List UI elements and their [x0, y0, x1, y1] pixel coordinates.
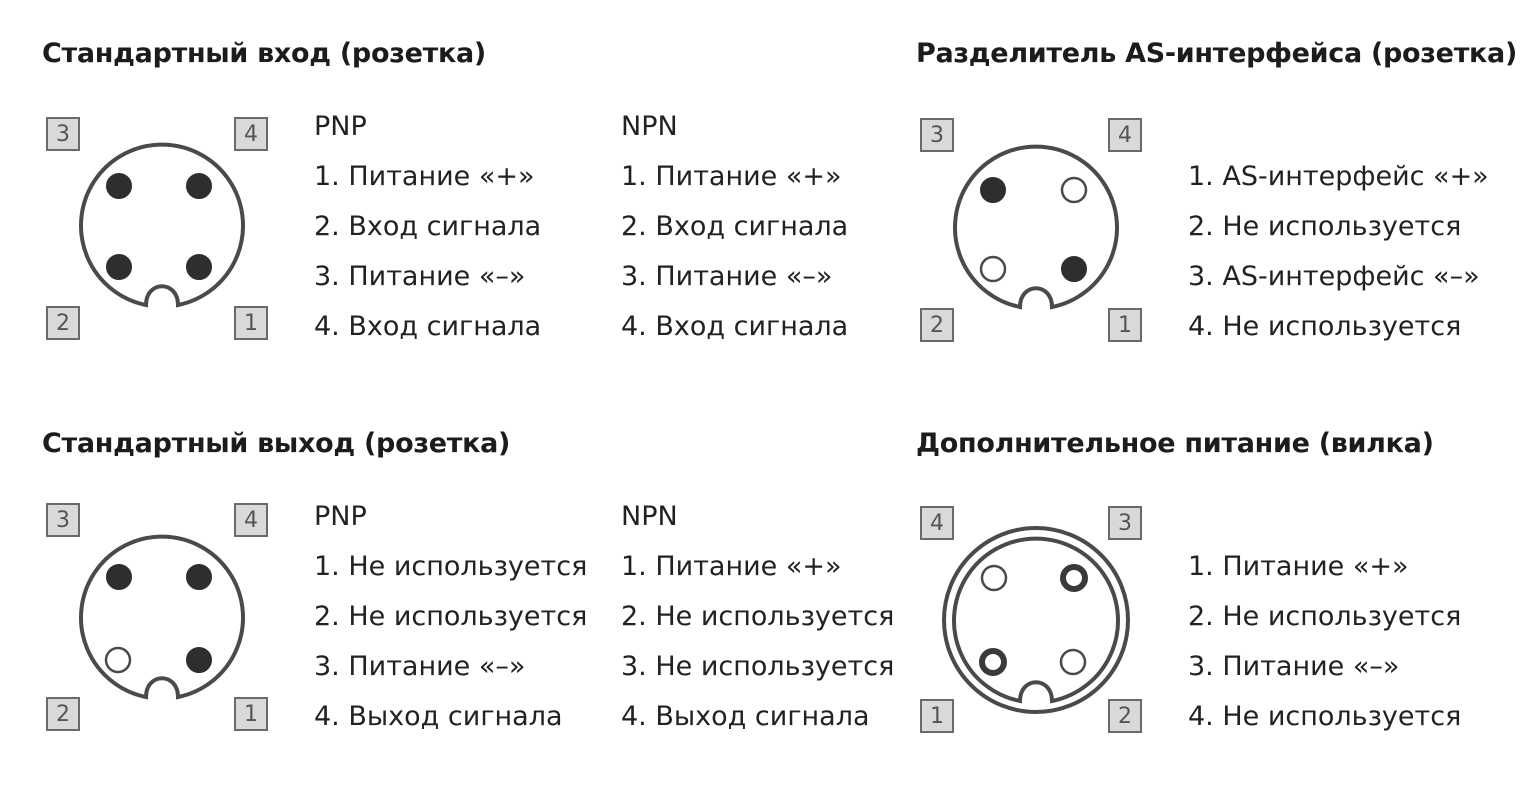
- pin-4: [187, 565, 211, 589]
- npn-header: NPN: [621, 501, 678, 532]
- aux-power-title: Дополнительное питание (вилка): [916, 428, 1434, 459]
- pin-label-bottom-left: 2: [920, 308, 954, 342]
- pin-label-bottom-left: 1: [920, 699, 954, 733]
- socket-face-icon: [44, 110, 280, 350]
- socket-face-icon: [918, 112, 1154, 352]
- pnp-item-3: 3. Питание «–»: [314, 261, 526, 292]
- pin-label-top-left: 4: [920, 506, 954, 540]
- list-item-1: 1. AS-интерфейс «+»: [1188, 161, 1489, 192]
- npn-header: NPN: [621, 111, 678, 142]
- pin-label-top-left: 3: [46, 503, 80, 537]
- std-out-title: Стандартный выход (розетка): [42, 428, 511, 459]
- list-item-1: 1. Питание «+»: [1188, 551, 1409, 582]
- pin-2: [981, 257, 1005, 281]
- as-splitter-connector: [918, 112, 1154, 352]
- aux-power-connector: [918, 500, 1154, 740]
- npn-item-1: 1. Питание «+»: [621, 161, 842, 192]
- pin-label-top-left: 3: [46, 117, 80, 151]
- as-splitter-title: Разделитель AS-интерфейса (розетка): [916, 38, 1518, 69]
- pin-label-top-right: 4: [234, 117, 268, 151]
- pin-label-bottom-right: 1: [234, 306, 268, 340]
- pin-4: [982, 566, 1006, 590]
- list-item-2: 2. Не используется: [1188, 211, 1462, 242]
- pin-3: [107, 565, 131, 589]
- pnp-item-4: 4. Выход сигнала: [314, 701, 563, 732]
- npn-item-3: 3. Не используется: [621, 651, 895, 682]
- pin-3: [107, 174, 131, 198]
- pnp-item-2: 2. Вход сигнала: [314, 211, 542, 242]
- std-in-connector: [44, 110, 280, 350]
- pnp-item-2: 2. Не используется: [314, 601, 588, 632]
- pin-label-top-left: 3: [920, 118, 954, 152]
- pnp-item-1: 1. Не используется: [314, 551, 588, 582]
- pin-1: [187, 255, 211, 279]
- pnp-item-3: 3. Питание «–»: [314, 651, 526, 682]
- list-item-4: 4. Не используется: [1188, 311, 1462, 342]
- pin-1: [982, 651, 1004, 673]
- list-item-2: 2. Не используется: [1188, 601, 1462, 632]
- pnp-item-1: 1. Питание «+»: [314, 161, 535, 192]
- pin-4: [187, 174, 211, 198]
- npn-item-4: 4. Вход сигнала: [621, 311, 849, 342]
- pin-3: [1063, 567, 1085, 589]
- pin-label-top-right: 4: [234, 503, 268, 537]
- list-item-4: 4. Не используется: [1188, 701, 1462, 732]
- npn-item-2: 2. Вход сигнала: [621, 211, 849, 242]
- npn-item-2: 2. Не используется: [621, 601, 895, 632]
- pnp-header: PNP: [314, 111, 367, 142]
- std-out-connector: [44, 500, 280, 740]
- pin-label-top-right: 3: [1108, 506, 1142, 540]
- pin-3: [981, 178, 1005, 202]
- pin-label-bottom-right: 1: [234, 697, 268, 731]
- npn-item-4: 4. Выход сигнала: [621, 701, 870, 732]
- pin-label-top-right: 4: [1108, 118, 1142, 152]
- pin-label-bottom-left: 2: [46, 306, 80, 340]
- plug-face-icon: [918, 500, 1154, 740]
- pin-2: [1061, 650, 1085, 674]
- pin-4: [1062, 178, 1086, 202]
- npn-item-1: 1. Питание «+»: [621, 551, 842, 582]
- pin-1: [187, 648, 211, 672]
- pin-label-bottom-right: 2: [1108, 699, 1142, 733]
- pin-label-bottom-left: 2: [46, 697, 80, 731]
- pnp-header: PNP: [314, 501, 367, 532]
- pin-label-bottom-right: 1: [1108, 308, 1142, 342]
- npn-item-3: 3. Питание «–»: [621, 261, 833, 292]
- list-item-3: 3. Питание «–»: [1188, 651, 1400, 682]
- socket-face-icon: [44, 500, 280, 740]
- std-in-title: Стандартный вход (розетка): [42, 38, 486, 69]
- pin-2: [106, 648, 130, 672]
- pin-2: [107, 255, 131, 279]
- list-item-3: 3. AS-интерфейс «–»: [1188, 261, 1480, 292]
- pnp-item-4: 4. Вход сигнала: [314, 311, 542, 342]
- pin-1: [1062, 257, 1086, 281]
